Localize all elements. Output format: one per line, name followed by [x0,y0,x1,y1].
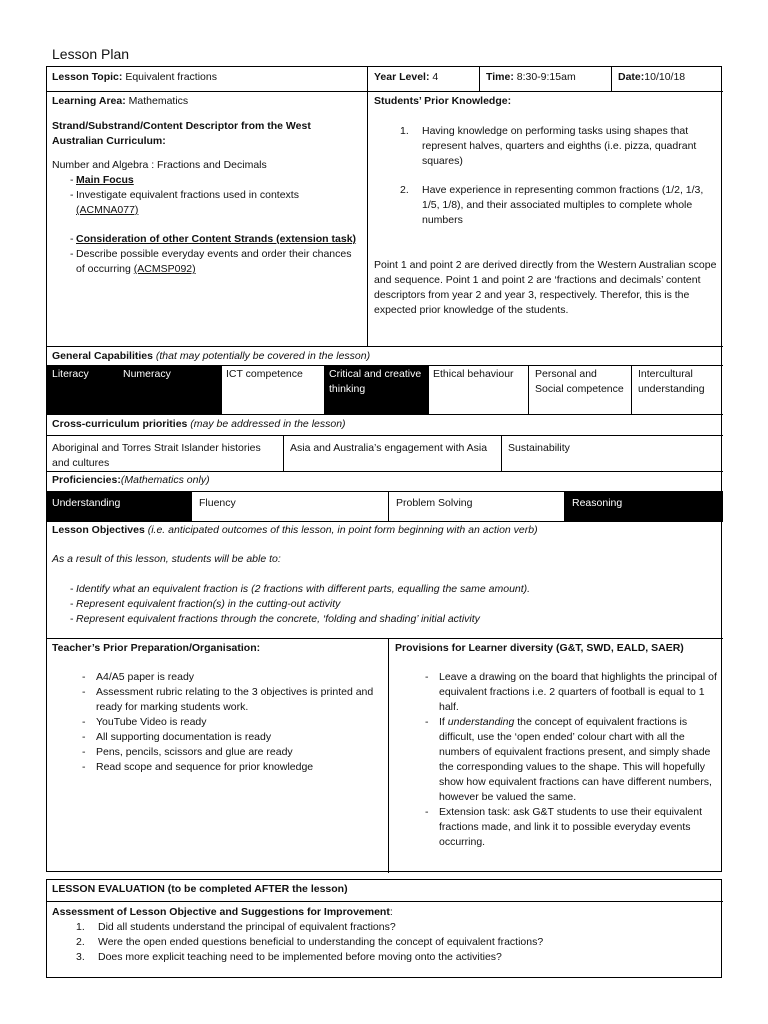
provisions-heading: Provisions for Learner diversity (G&T, SWD, EALD, SAER) [395,642,684,654]
evaluation-subheading: Assessment of Lesson Objective and Suggestions for Improvement [52,906,390,918]
evaluation-item: 1. Did all students understand the principal of equivalent fractions? [76,921,396,933]
provision-item: - Leave a drawing on the board that highlights the principal of equivalent fractions i.e. 2 quarters of football is equal to 1 half. [425,671,717,713]
objective-item: - Identify what an equivalent fraction is (2 fractions with different parts, equalling the same amount). [70,583,531,595]
provision-item: - Extension task: ask G&T students to use their equivalent fractions made, and link it to possible everyday events occurring. [425,806,703,848]
divider [47,346,723,347]
priority-sustainability: Sustainability [508,442,570,454]
other-strands-code: (ACMSP092) [133,263,196,275]
preparation-item: - All supporting documentation is ready [82,731,272,743]
time-cell [481,69,611,86]
main-focus-item: Investigate equivalent fractions used in contexts [76,189,299,201]
strand-heading: Strand/Substrand/Content Descriptor from the West Australian Curriculum: [52,120,311,147]
other-strands-item: Describe possible everyday events and order their chances of occurring [76,248,352,275]
capability-intercultural: Intercultural understanding [638,368,705,395]
proficiency-reasoning: Reasoning [564,492,723,521]
preparation-item: - YouTube Video is ready [82,716,207,728]
year-level-value: 4 [429,71,439,83]
capability-numeracy: Numeracy [117,366,221,414]
proficiency-understanding: Understanding [47,492,191,521]
capability-ethical: Ethical behaviour [433,368,514,380]
evaluation-table [46,879,722,978]
divider [479,67,480,92]
other-strands-heading: Consideration of other Content Strands (extension task) [76,233,357,245]
lesson-plan-table [46,66,722,872]
lesson-objectives-note: (i.e. anticipated outcomes of this lesson, in point form beginning with an action verb) [144,524,538,536]
objective-item: - Represent equivalent fractions through the concrete, ‘folding and shading’ initial activity [70,613,480,625]
capability-literacy: Literacy [47,366,117,414]
learning-area-label: Learning Area: [52,95,126,107]
divider [47,901,723,902]
divider [47,414,723,415]
proficiencies-heading: Proficiencies:(Mathematics only) [52,474,210,486]
lesson-objectives-intro: As a result of this lesson, students will be able to: [52,553,281,565]
main-focus-code: (ACMNA077) [76,204,139,216]
prior-knowledge-note: Point 1 and point 2 are derived directly from the Western Australian scope and sequence. Point 1 and point 2 are ‘fractions and decimals’ content descriptors from year 2 and year 3, respectively. Therefor, this is the expected prior knowledge of the students. [374,259,717,316]
priority-aboriginal: Aboriginal and Torres Strait Islander histories and cultures [52,442,261,469]
date-cell [613,69,723,86]
date-value: 10/10/18 [644,71,686,83]
capability-personal-social: Personal and Social competence [535,368,624,395]
page-title: Lesson Plan [52,46,130,62]
evaluation-body: Assessment of Lesson Objective and Suggestions for Improvement: 1. Did all students understand the principal of equivalent fractions? 2. Were the open ended questions beneficial to understanding the concept of equivalent fractions? 3. Does more explicit teaching need to be implemented before moving onto the activities? [47,904,723,966]
date-label: Date: [618,71,645,83]
lesson-objectives-label: Lesson Objectives [52,524,145,536]
lesson-topic-label: Lesson Topic: [52,71,123,83]
divider [501,435,502,471]
capability-ict: ICT competence [226,368,303,380]
divider [388,638,389,873]
divider [631,365,632,415]
lesson-topic-cell [47,69,367,86]
time-value: 8:30-9:15am [513,71,576,83]
learning-area-value: Mathematics [125,95,189,107]
divider [367,67,368,92]
cross-curriculum-heading: Cross-curriculum priorities (may be addressed in the lesson) [52,418,346,430]
prior-knowledge-heading: Students’ Prior Knowledge: [374,95,512,107]
divider [388,491,389,521]
learning-area-cell: Learning Area: Mathematics Strand/Substrand/Content Descriptor from the West Australian Curriculum: Number and Algebra : Fractions and Decimals - Main Focus - Investigate equivalent fractions used in contexts (ACMNA077) - Consideration of other Content Strands (extension task) - Describe possible everyday events and order their chances of occurring (ACMSP092) [47,93,367,278]
priority-asia: Asia and Australia’s engagement with Asia [290,442,488,454]
preparation-item: - A4/A5 paper is ready [82,671,195,683]
provisions-cell [390,640,723,851]
evaluation-item: 2. Were the open ended questions beneficial to understanding the concept of equivalent fractions? [76,936,544,948]
prior-knowledge-cell [369,93,723,319]
divider [611,67,612,92]
lesson-objectives-cell [47,522,723,628]
divider [221,365,222,415]
divider [428,365,429,415]
prior-knowledge-item: 2. Have experience in representing common fractions (1/2, 1/3, 1/5, 1/8), and their associated multiples to complete whole numbers [400,184,704,226]
provision-item: - If understanding the concept of equivalent fractions is difficult, use the ‘open ended’ colour chart with all the numbers of equivalent fractions present, and simply shade the corresponding values to the shape. This will hopefully show how equivalent fractions can have different numbers, however be valued the same. [425,716,712,803]
year-level-label: Year Level: [374,71,430,83]
time-label: Time: [486,71,514,83]
divider [47,435,723,436]
divider [283,435,284,471]
preparation-cell [47,640,387,776]
prior-knowledge-item: 1. Having knowledge on performing tasks using shapes that represent halves, quarters and eighths (i.e. pizza, quadrant squares) [400,125,697,167]
preparation-item: - Assessment rubric relating to the 3 objectives is printed and ready for marking students work. [82,686,374,713]
divider [367,91,368,347]
divider [47,638,723,639]
divider [47,91,723,92]
number-algebra-text: Number and Algebra : Fractions and Decimals [52,159,267,171]
divider [528,365,529,415]
proficiency-fluency: Fluency [199,497,236,509]
proficiency-problem-solving: Problem Solving [396,497,473,509]
preparation-heading: Teacher’s Prior Preparation/Organisation: [52,642,261,654]
preparation-item: - Read scope and sequence for prior knowledge [82,761,314,773]
lesson-topic-value: Equivalent fractions [122,71,217,83]
objective-item: - Represent equivalent fraction(s) in the cutting-out activity [70,598,341,610]
year-level-cell [369,69,479,86]
general-capabilities-heading: General Capabilities (that may potentially be covered in the lesson) [52,350,371,362]
main-focus-heading: Main Focus [76,174,134,186]
evaluation-heading: LESSON EVALUATION (to be completed AFTER the lesson) [52,883,348,895]
capability-critical-thinking: Critical and creative thinking [324,366,428,414]
preparation-item: - Pens, pencils, scissors and glue are ready [82,746,293,758]
divider [191,491,192,521]
evaluation-item: 3. Does more explicit teaching need to be implemented before moving onto the activities? [76,951,502,963]
